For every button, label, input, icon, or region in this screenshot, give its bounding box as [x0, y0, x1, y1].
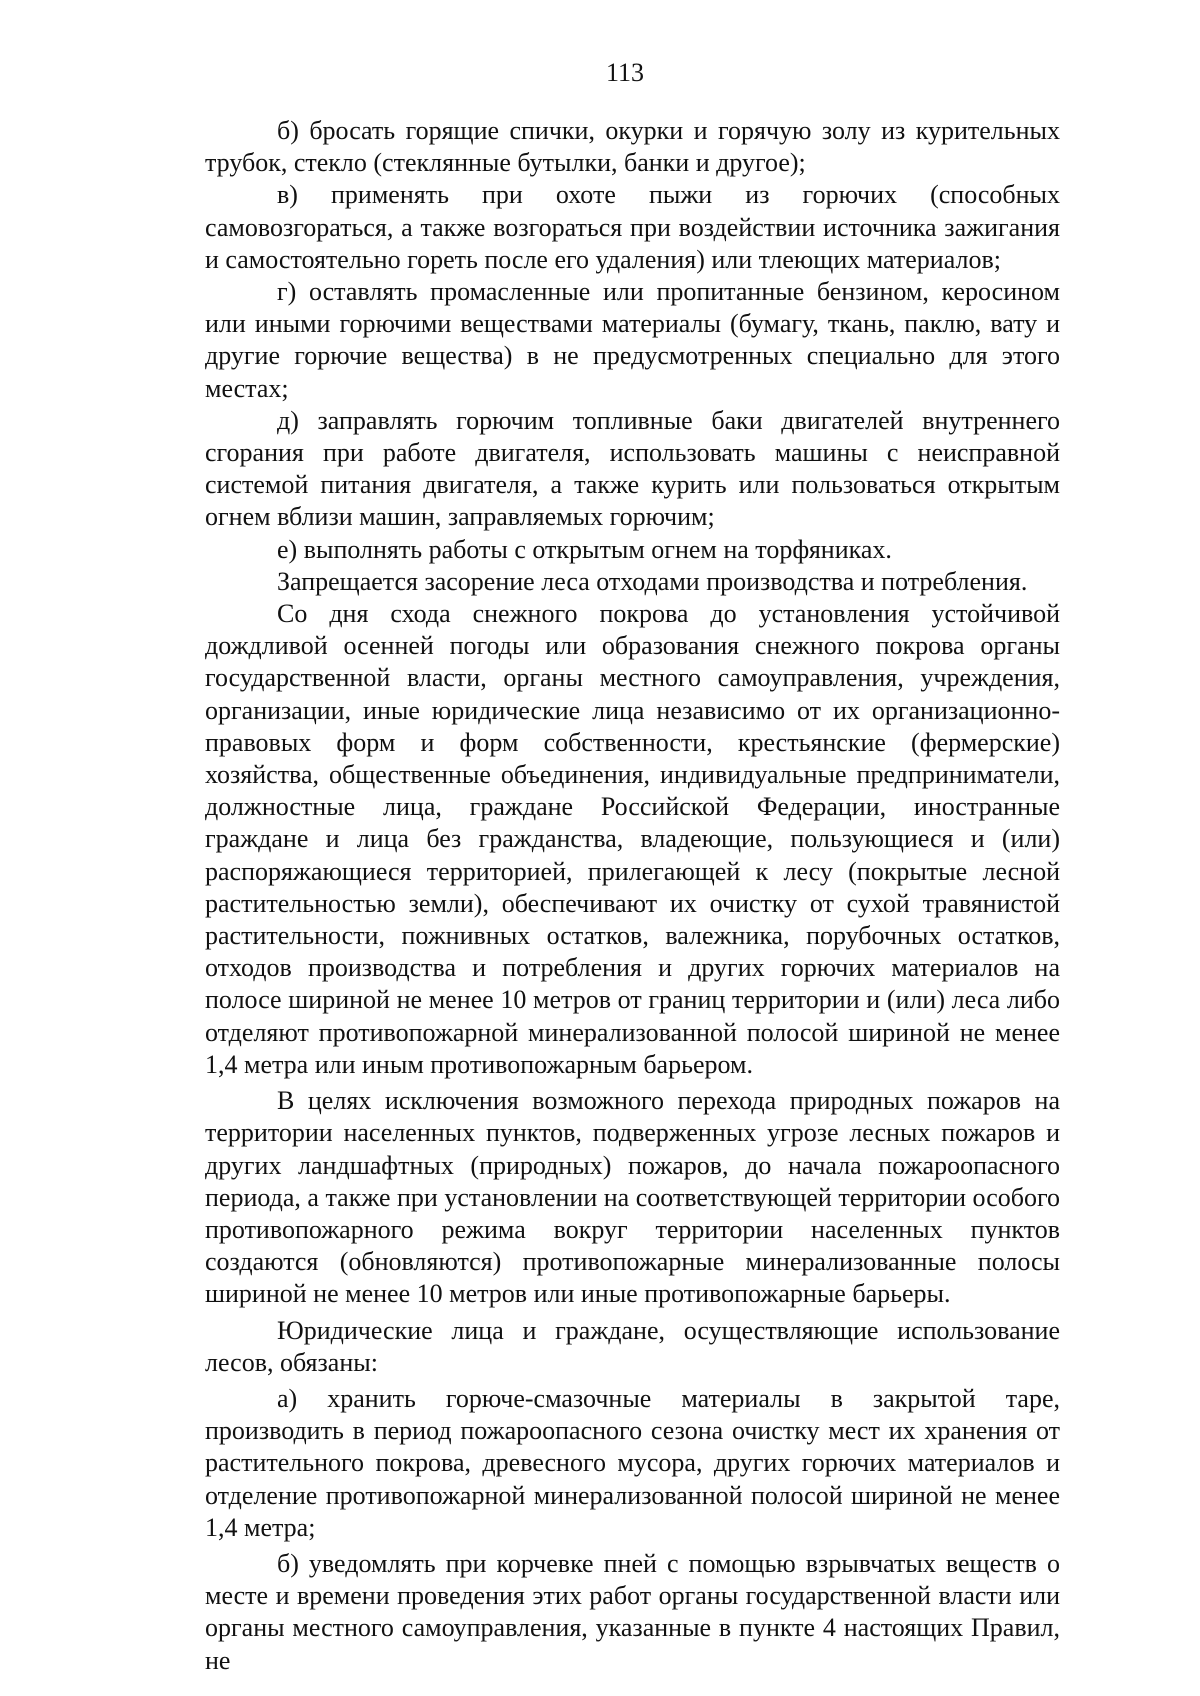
paragraph-item-v-hunting: в) применять при охоте пыжи из горючих (способных самовозгораться, а также возгораться при воздействии источника зажигания и самостоятельно гореть после его удаления) или тлеющих материалов; — [205, 180, 1060, 274]
paragraph-item-b-stump-blasting: б) уведомлять при корчевке пней с помощью взрывчатых веществ о месте и времени проведения этих работ органы государственной власти или органы местного самоуправления, указанные в пункте 4 настоящих Правил, не — [205, 1548, 1060, 1675]
paragraph-firebreaks: В целях исключения возможного перехода природных пожаров на территории населенных пунктов, подверженных угрозе лесных пожаров и других ландшафтных (природных) пожаров, до начала пожароопасного периода, а также при установлении на соответствующей территории особого противопожарного режима вокруг территории населенных пунктов создаются (обновляются) противопожарные минерализованные полосы шириной не менее 10 метров или иные противопожарные барьеры. — [205, 1086, 1060, 1309]
paragraph-item-g-oiled-materials: г) оставлять промасленные или пропитанные бензином, керосином или иными горючими веществами материалы (бумагу, ткань, паклю, вату и другие горючие вещества) в не предусмотренных специально для этого местах; — [205, 277, 1060, 403]
paragraph-item-e-peat: е) выполнять работы с открытым огнем на торфяниках. — [277, 534, 892, 564]
paragraph-item-a-fuel-storage: а) хранить горюче-смазочные материалы в закрытой таре, производить в период пожароопасного сезона очистку мест их хранения от растительного покрова, древесного мусора, других горючих материалов и отделение противопожарной минерализованной полосой шириной не менее 1,4 метра; — [205, 1383, 1060, 1542]
paragraph-littering-ban: Запрещается засорение леса отходами производства и потребления. — [277, 566, 1028, 596]
paragraph-item-b-smoking: б) бросать горящие спички, окурки и горячую золу из курительных трубок, стекло (стеклянные бутылки, банки и другое); — [205, 116, 1060, 178]
page-number: 113 — [605, 58, 645, 87]
paragraph-clearing-territory: Со дня схода снежного покрова до установления устойчивой дождливой осенней погоды или образования снежного покрова органы государственной власти, органы местного самоуправления, учреждения, организации, иные юридические лица независимо от их организационно-правовых форм и форм собственности, крестьянские (фермерские) хозяйства, общественные объединения, индивидуальные предприниматели, должностные лица, граждане Российской Федерации, иностранные граждане и лица без гражданства, владеющие, пользующиеся и (или) распоряжающиеся территорией, прилегающей к лесу (покрытые лесной растительностью земли), обеспечивают их очистку от сухой травянистой растительности, пожнивных остатков, валежника, порубочных остатков, отходов производства и потребления и других горючих материалов на полосе шириной не менее 10 метров от границ территории и (или) леса либо отделяют противопожарной минерализованной полосой шириной не менее 1,4 метра или иным противопожарным барьером. — [205, 599, 1060, 1079]
paragraph-forest-users-obligations: Юридические лица и граждане, осуществляющие использование лесов, обязаны: — [205, 1315, 1060, 1377]
paragraph-item-d-refueling: д) заправлять горючим топливные баки двигателей внутреннего сгорания при работе двигателя, использовать машины с неисправной системой питания двигателя, а также курить или пользоваться открытым огнем вблизи машин, заправляемых горючим; — [205, 405, 1060, 532]
body-text — [205, 115, 1060, 1677]
